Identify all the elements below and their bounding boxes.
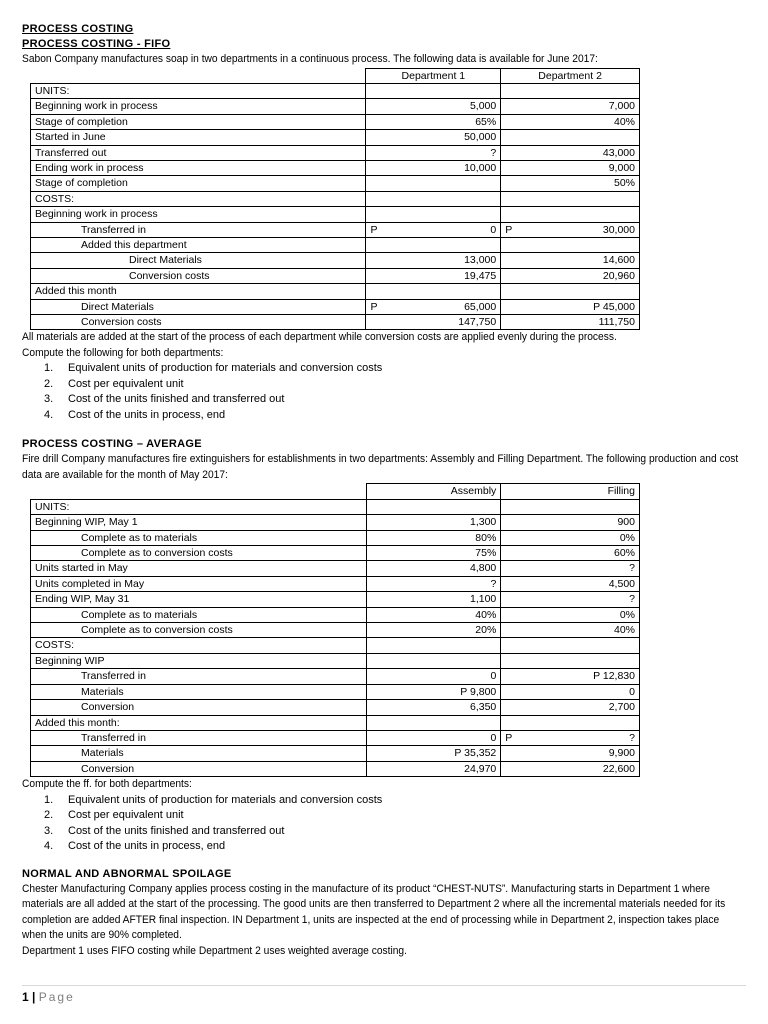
- row-label: Transferred in: [31, 222, 366, 237]
- table-row: [31, 145, 640, 160]
- cell-value: 50%: [613, 177, 635, 190]
- row-label: Complete as to conversion costs: [31, 623, 367, 638]
- cell-value: 19,475: [464, 269, 497, 282]
- row-value: [366, 160, 501, 175]
- row-label: Transferred in: [31, 730, 367, 745]
- list-item: [22, 377, 746, 393]
- row-label: Materials: [31, 684, 367, 699]
- table-row: [31, 222, 640, 237]
- cell-value: 10,000: [464, 161, 497, 174]
- table-row: [31, 561, 640, 576]
- table-row: [31, 746, 640, 761]
- row-value: [501, 546, 640, 561]
- row-value: [501, 145, 640, 160]
- row-label: Conversion costs: [31, 268, 366, 283]
- list-text: Equivalent units of production for materials and conversion costs: [68, 793, 383, 806]
- cell-value: P 45,000: [593, 300, 635, 313]
- page-separator: |: [32, 990, 36, 1004]
- row-value: [366, 145, 501, 160]
- row-value: [501, 561, 640, 576]
- row-label: UNITS:: [31, 499, 367, 514]
- cell-value: 0: [490, 731, 497, 744]
- cell-value: 2,700: [608, 701, 635, 714]
- requirements-list: [22, 361, 746, 423]
- section-body: [22, 882, 746, 960]
- list-item: [22, 839, 746, 855]
- row-value: [366, 207, 501, 222]
- compute-instruction: Compute the following for both departments:: [22, 346, 224, 359]
- cell-value: ?: [629, 593, 635, 606]
- cell-value: 20,960: [602, 269, 635, 282]
- table-row: [31, 130, 640, 145]
- cell-value: 1,100: [470, 593, 497, 606]
- row-value: [501, 638, 640, 653]
- list-text: Cost of the units finished and transferred out: [68, 393, 285, 406]
- row-value: [366, 499, 501, 514]
- row-label: Units completed in May: [31, 576, 367, 591]
- row-label: Transferred out: [31, 145, 366, 160]
- cell-value: 9,000: [608, 161, 635, 174]
- row-value: [501, 222, 640, 237]
- table-row: [31, 237, 640, 252]
- row-label: Transferred in: [31, 669, 367, 684]
- table-row: [31, 546, 640, 561]
- row-value: [501, 499, 640, 514]
- cell-value: 14,600: [602, 254, 635, 267]
- row-value: [366, 623, 501, 638]
- table-row: [31, 176, 640, 191]
- table-row: [31, 114, 640, 129]
- table-header-row: [31, 484, 640, 499]
- list-text: Equivalent units of production for materials and conversion costs: [68, 362, 383, 375]
- document-content: [22, 22, 746, 959]
- table-row: [31, 700, 640, 715]
- row-label: UNITS:: [31, 83, 366, 98]
- list-text: Cost of the units in process, end: [68, 408, 226, 421]
- row-value: [366, 299, 501, 314]
- cell-value: 24,970: [464, 762, 497, 775]
- section-title: PROCESS COSTING: [22, 23, 134, 35]
- cell-value: 1,300: [470, 516, 497, 529]
- row-value: [366, 592, 501, 607]
- section-title: PROCESS COSTING – AVERAGE: [22, 438, 202, 451]
- cell-value: ?: [629, 562, 635, 575]
- row-value: [366, 730, 501, 745]
- row-value: [501, 669, 640, 684]
- currency-prefix: P: [370, 300, 378, 313]
- cell-value: 60%: [613, 547, 635, 560]
- cell-value: ?: [490, 577, 497, 590]
- list-number: 2.: [44, 377, 54, 390]
- row-label: Ending work in process: [31, 160, 366, 175]
- row-value: [501, 191, 640, 206]
- row-value: [501, 315, 640, 330]
- row-value: [501, 700, 640, 715]
- table-row: [31, 99, 640, 114]
- table-row: [31, 253, 640, 268]
- row-value: [501, 715, 640, 730]
- table-row: [31, 623, 640, 638]
- paragraph-line: Chester Manufacturing Company applies process costing in the manufacture of its product “CHEST-NUTS”. Manufacturing starts in Department 1 where: [22, 882, 710, 895]
- section-intro: data are available for the month of May 2017:: [22, 468, 228, 481]
- cell-value: 5,000: [469, 100, 497, 113]
- row-value: [366, 684, 501, 699]
- cell-value: 0: [490, 223, 497, 236]
- row-value: [501, 99, 640, 114]
- row-value: [501, 83, 640, 98]
- row-value: [366, 99, 501, 114]
- currency-prefix: P: [505, 223, 513, 236]
- row-value: [366, 83, 501, 98]
- cell-value: 40%: [613, 624, 635, 637]
- table-note: All materials are added at the start of the process of each department while conversion costs are applied evenly during the process.: [22, 331, 617, 344]
- cell-value: 30,000: [602, 223, 635, 236]
- row-value: [366, 653, 501, 668]
- row-value: [366, 222, 501, 237]
- row-value: [366, 268, 501, 283]
- row-value: [501, 268, 640, 283]
- row-value: [366, 237, 501, 252]
- row-value: [366, 576, 501, 591]
- requirements-list: [22, 793, 746, 855]
- cell-value: P 12,830: [593, 670, 635, 683]
- table-row: [31, 515, 640, 530]
- list-number: 3.: [44, 824, 54, 837]
- cell-value: 40%: [613, 115, 635, 128]
- table-row: [31, 207, 640, 222]
- cell-value: 22,600: [602, 762, 635, 775]
- row-value: [501, 530, 640, 545]
- row-value: [366, 638, 501, 653]
- table-row: [31, 315, 640, 330]
- list-item: [22, 392, 746, 408]
- row-label: Direct Materials: [31, 299, 366, 314]
- column-header: Assembly: [366, 484, 501, 499]
- list-text: Cost of the units in process, end: [68, 840, 226, 853]
- table-row: [31, 268, 640, 283]
- table-row: [31, 730, 640, 745]
- cell-value: 0: [490, 670, 497, 683]
- table-row: [31, 499, 640, 514]
- cell-value: 900: [617, 516, 635, 529]
- paragraph-line: when the units are 90% completed.: [22, 929, 182, 942]
- row-value: [366, 669, 501, 684]
- cell-value: ?: [629, 731, 635, 744]
- row-label: Ending WIP, May 31: [31, 592, 367, 607]
- cell-value: 4,500: [608, 577, 635, 590]
- row-value: [366, 530, 501, 545]
- table-row: [31, 299, 640, 314]
- row-value: [366, 715, 501, 730]
- cell-value: 0: [629, 685, 635, 698]
- paragraph-line: Department 1 uses FIFO costing while Department 2 uses weighted average costing.: [22, 944, 407, 957]
- row-value: [366, 515, 501, 530]
- table-header-row: [31, 68, 640, 83]
- row-label: Added this department: [31, 237, 366, 252]
- row-value: [366, 191, 501, 206]
- table-row: [31, 638, 640, 653]
- row-label: Conversion costs: [31, 315, 366, 330]
- currency-prefix: P: [370, 223, 378, 236]
- row-value: [366, 130, 501, 145]
- column-header: Filling: [501, 484, 640, 499]
- cell-value: 80%: [475, 531, 497, 544]
- average-table: [30, 483, 640, 777]
- list-number: 2.: [44, 809, 54, 822]
- list-item: [22, 824, 746, 840]
- table-row: [31, 653, 640, 668]
- row-value: [501, 623, 640, 638]
- row-label: Stage of completion: [31, 176, 366, 191]
- cell-value: P 35,352: [454, 747, 497, 760]
- row-label: Conversion: [31, 700, 367, 715]
- row-value: [501, 653, 640, 668]
- row-value: [501, 237, 640, 252]
- row-value: [501, 576, 640, 591]
- row-label: Conversion: [31, 761, 367, 776]
- list-number: 1.: [44, 362, 54, 375]
- row-value: [501, 684, 640, 699]
- row-label: COSTS:: [31, 638, 367, 653]
- row-value: [501, 114, 640, 129]
- list-number: 1.: [44, 793, 54, 806]
- row-value: [366, 700, 501, 715]
- cell-value: 75%: [475, 547, 497, 560]
- table-row: [31, 83, 640, 98]
- cell-value: 7,000: [608, 100, 635, 113]
- page-footer: [22, 985, 746, 1004]
- row-value: [501, 299, 640, 314]
- row-label: Direct Materials: [31, 253, 366, 268]
- row-value: [366, 176, 501, 191]
- currency-prefix: P: [505, 731, 513, 744]
- table-row: [31, 576, 640, 591]
- table-row: [31, 669, 640, 684]
- list-text: Cost of the units finished and transferred out: [68, 824, 285, 837]
- cell-value: ?: [490, 146, 497, 159]
- row-value: [366, 546, 501, 561]
- row-label: Complete as to conversion costs: [31, 546, 367, 561]
- cell-value: 9,900: [608, 747, 635, 760]
- cell-value: 147,750: [458, 316, 497, 328]
- list-item: [22, 361, 746, 377]
- list-number: 4.: [44, 408, 54, 421]
- list-text: Cost per equivalent unit: [68, 377, 184, 390]
- row-value: [366, 315, 501, 330]
- cell-value: 111,750: [598, 316, 635, 328]
- paragraph-line: materials are all added at the start of the processing. The good units are then transferred to Department 2 where all the incremental materials needed for its: [22, 898, 726, 911]
- cell-value: 0%: [619, 608, 635, 621]
- row-value: [501, 130, 640, 145]
- row-label: Beginning work in process: [31, 207, 366, 222]
- fifo-table: [30, 68, 640, 331]
- table-row: [31, 160, 640, 175]
- list-text: Cost per equivalent unit: [68, 809, 184, 822]
- table-row: [31, 715, 640, 730]
- section-intro: Sabon Company manufactures soap in two departments in a continuous process. The following data is available for June 2017:: [22, 53, 598, 65]
- cell-value: 50,000: [464, 131, 497, 144]
- list-item: [22, 408, 746, 424]
- row-value: [501, 592, 640, 607]
- row-value: [366, 561, 501, 576]
- column-header: Department 2: [501, 68, 640, 83]
- row-label: Complete as to materials: [31, 530, 367, 545]
- compute-instruction: Compute the ff. for both departments:: [22, 778, 192, 791]
- row-value: [501, 284, 640, 299]
- cell-value: 6,350: [470, 701, 497, 714]
- table-row: [31, 684, 640, 699]
- table-row: [31, 191, 640, 206]
- cell-value: 40%: [475, 608, 497, 621]
- page-label: Page: [38, 990, 75, 1004]
- list-number: 4.: [44, 840, 54, 853]
- row-value: [501, 761, 640, 776]
- cell-value: 20%: [475, 624, 497, 637]
- row-value: [366, 607, 501, 622]
- row-value: [501, 515, 640, 530]
- row-value: [366, 253, 501, 268]
- cell-value: P 9,800: [460, 685, 497, 698]
- row-value: [501, 160, 640, 175]
- table-row: [31, 530, 640, 545]
- cell-value: 65,000: [464, 300, 497, 313]
- list-number: 3.: [44, 393, 54, 406]
- table-row: [31, 592, 640, 607]
- row-label: Beginning WIP, May 1: [31, 515, 367, 530]
- cell-value: 43,000: [602, 146, 635, 159]
- row-value: [501, 176, 640, 191]
- row-label: COSTS:: [31, 191, 366, 206]
- cell-value: 13,000: [464, 254, 497, 267]
- row-label: Beginning WIP: [31, 653, 367, 668]
- row-value: [501, 607, 640, 622]
- row-label: Started in June: [31, 130, 366, 145]
- list-item: [22, 793, 746, 809]
- row-value: [501, 207, 640, 222]
- section-intro: Fire drill Company manufactures fire extinguishers for establishments in two departments: Assembly and Filling Department. The following production and cost: [22, 453, 739, 466]
- row-label: Added this month:: [31, 715, 367, 730]
- row-value: [501, 746, 640, 761]
- row-label: Units started in May: [31, 561, 367, 576]
- row-value: [366, 114, 501, 129]
- row-label: Stage of completion: [31, 114, 366, 129]
- row-value: [366, 284, 501, 299]
- cell-value: 0%: [619, 531, 635, 544]
- row-label: Materials: [31, 746, 367, 761]
- row-value: [501, 253, 640, 268]
- cell-value: 4,800: [470, 562, 497, 575]
- page-number: 1: [22, 990, 29, 1004]
- table-row: [31, 761, 640, 776]
- list-item: [22, 808, 746, 824]
- row-label: Added this month: [31, 284, 366, 299]
- row-label: Complete as to materials: [31, 607, 367, 622]
- row-label: Beginning work in process: [31, 99, 366, 114]
- table-row: [31, 284, 640, 299]
- cell-value: 65%: [475, 115, 497, 128]
- row-value: [501, 730, 640, 745]
- section-title: NORMAL AND ABNORMAL SPOILAGE: [22, 867, 232, 880]
- row-value: [366, 761, 501, 776]
- column-header: Department 1: [366, 68, 501, 83]
- paragraph-line: completion are added AFTER final inspection. IN Department 1, units are inspected at the end of processing while in Department 2, inspection takes place: [22, 913, 720, 926]
- table-row: [31, 607, 640, 622]
- row-value: [366, 746, 501, 761]
- section-subtitle: PROCESS COSTING - FIFO: [22, 38, 171, 50]
